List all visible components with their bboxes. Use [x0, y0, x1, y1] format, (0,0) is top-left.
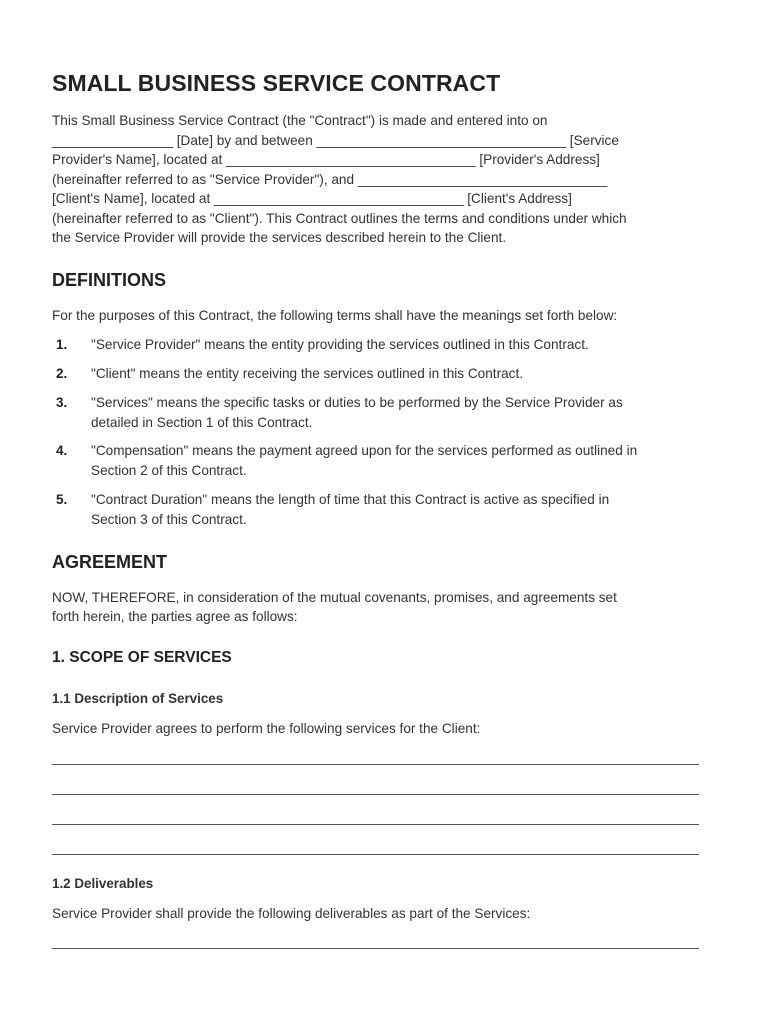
- description-text: Service Provider agrees to perform the following services for the Client:: [52, 721, 481, 736]
- definition-text: "Compensation" means the payment agreed upon for the services performed as outlined in Section 2 of this Contract.: [91, 443, 638, 478]
- fill-in-line[interactable]: [52, 948, 699, 949]
- list-number: 3.: [56, 395, 68, 410]
- agreement-line-1: NOW, THEREFORE, in consideration of the mutual covenants, promises, and agreements set: [52, 590, 617, 605]
- description-heading: 1.1 Description of Services: [52, 691, 224, 706]
- agreement-heading: AGREEMENT: [52, 552, 168, 572]
- deliverables-heading: 1.2 Deliverables: [52, 876, 154, 891]
- intro-line-7: the Service Provider will provide the services described herein to the Client.: [52, 230, 507, 245]
- intro-line-4: (hereinafter referred to as "Service Provider"), and _________________________________: [52, 172, 608, 187]
- definitions-intro: For the purposes of this Contract, the following terms shall have the meanings set forth below:: [52, 308, 618, 323]
- list-number: 4.: [56, 443, 68, 458]
- definition-text: "Client" means the entity receiving the services outlined in this Contract.: [91, 366, 524, 381]
- document-title: SMALL BUSINESS SERVICE CONTRACT: [52, 70, 501, 96]
- deliverables-text: Service Provider shall provide the following deliverables as part of the Services:: [52, 906, 531, 921]
- definition-text: "Services" means the specific tasks or duties to be performed by the Service Provider as detailed in Section 1 of this Contract.: [91, 395, 623, 430]
- fill-in-line[interactable]: [52, 824, 699, 825]
- list-number: 5.: [56, 492, 68, 507]
- intro-line-2: ________________ [Date] by and between _________________________________ [Service: [52, 133, 619, 148]
- fill-in-line[interactable]: [52, 764, 699, 765]
- list-number: 1.: [56, 337, 68, 352]
- fill-in-line[interactable]: [52, 794, 699, 795]
- definitions-heading: DEFINITIONS: [52, 270, 167, 290]
- intro-line-3: Provider's Name], located at _________________________________ [Provider's Address]: [52, 152, 600, 167]
- intro-line-5: [Client's Name], located at _________________________________ [Client's Address]: [52, 191, 572, 206]
- agreement-line-2: forth herein, the parties agree as follows:: [52, 609, 298, 624]
- fill-in-line[interactable]: [52, 854, 699, 855]
- intro-line-1: This Small Business Service Contract (the "Contract") is made and entered into on: [52, 113, 548, 128]
- intro-line-6: (hereinafter referred to as "Client"). This Contract outlines the terms and conditions under which: [52, 211, 627, 226]
- list-number: 2.: [56, 366, 68, 381]
- definition-text: "Contract Duration" means the length of time that this Contract is active as specified in Section 3 of this Contract.: [91, 492, 610, 527]
- scope-heading: 1. SCOPE OF SERVICES: [52, 649, 232, 666]
- definition-text: "Service Provider" means the entity providing the services outlined in this Contract.: [91, 337, 589, 352]
